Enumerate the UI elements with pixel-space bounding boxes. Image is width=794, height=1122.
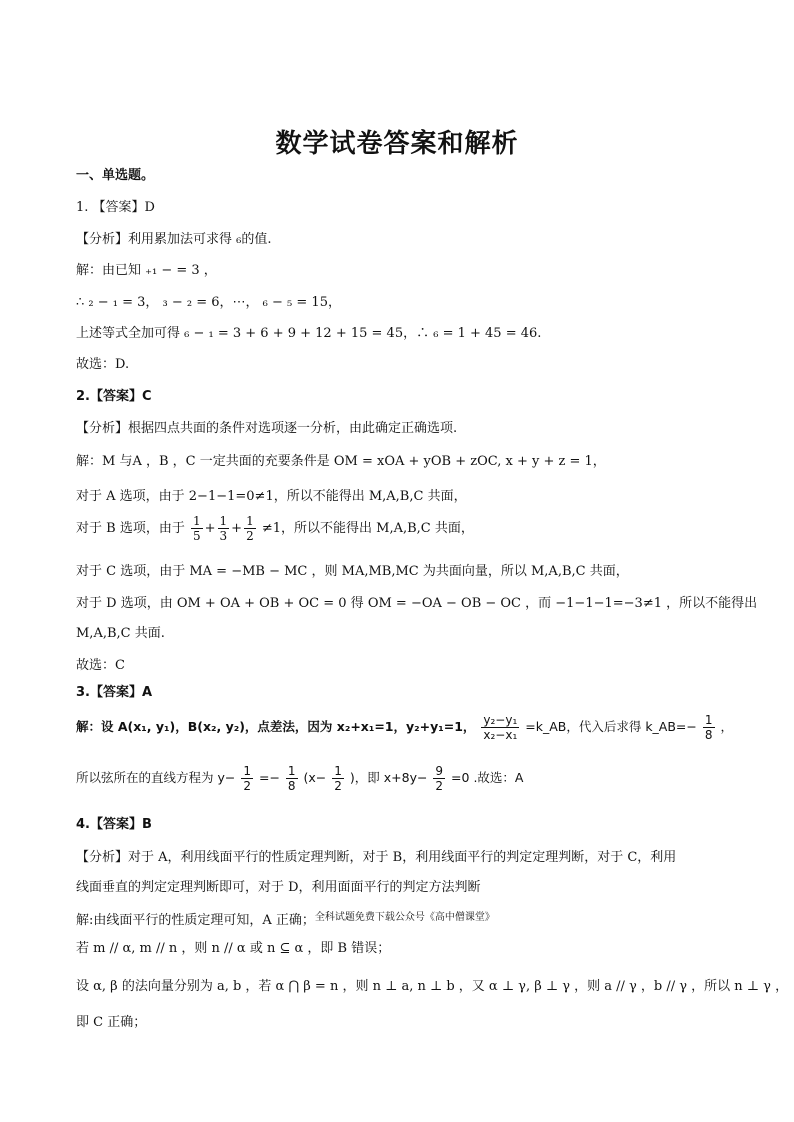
fraction-numerator: 1 (219, 514, 228, 528)
q2-option-c: 对于 C 选项，由于 MA = −MB − MC ，则 MA,MB,MC 为共面向量，所以 M,A,B,C 共面， (76, 564, 629, 579)
q1-solution-line-3: 上述等式全加可得 ₆ − ₁ = 3 + 6 + 9 + 12 + 15 = 45，∴ ₆ = 1 + 45 = 46. (76, 326, 542, 341)
q3-line2-prefix: 所以弦所在的直线方程为 y− (76, 770, 236, 785)
fraction-numerator: 1 (287, 764, 296, 778)
q2-option-b-suffix: ≠1，所以不能得出 M,A,B,C 共面， (261, 521, 474, 536)
fraction-denominator: 2 (334, 779, 342, 793)
q2-choice: 故选：C (76, 658, 125, 673)
q3-line2-mid2: (x− (303, 770, 327, 785)
q3-line2-mid1: =− (258, 770, 280, 785)
q1-solution-line-2: ∴ ₂ − ₁ = 3， ₃ − ₂ = 6，⋯， ₆ − ₅ = 15， (76, 295, 341, 310)
q2-analysis: 【分析】根据四点共面的条件对选项逐一分析，由此确定正确选项. (76, 421, 458, 436)
section-heading: 一、单选题。 (76, 168, 155, 183)
q2-option-b: 对于 B 选项，由于 $\frac{1}{5}$ + $\frac{1}{3}$ + $\frac{1}{2}$ ≠1，所以不能得出 M,A,B,C 共面， (76, 514, 474, 543)
fraction-denominator: x₂−x₁ (483, 728, 518, 742)
fraction-denominator: 5 (192, 529, 201, 543)
q1-choice: 故选：D. (76, 357, 130, 372)
fraction-denominator: 2 (435, 779, 444, 793)
q2-answer: 2.【答案】C (76, 389, 152, 404)
page-title: 数学试卷答案和解析 (275, 129, 519, 159)
q3-answer: 3.【答案】A (76, 685, 153, 700)
fraction (218, 514, 230, 543)
fraction-denominator: 2 (243, 779, 251, 793)
fraction-numerator: 1 (704, 713, 713, 727)
fraction-numerator: 1 (334, 764, 342, 778)
q4-analysis-line-1: 【分析】对于 A，利用线面平行的性质定理判断，对于 B，利用线面平行的判定定理判断，对于 C，利用 (76, 850, 677, 865)
q2-solution-line-1: 解：M 与A ，B ，C 一定共面的充要条件是 OM = xOA + yOB + zOC, x + y + z = 1， (76, 454, 606, 469)
q4-solution-line-2: 若 m // α, m // n ，则 n // α 或 n ⊆ α ，即 B 错误； (76, 941, 391, 956)
fraction (244, 514, 256, 543)
q2-option-b-prefix: 对于 B 选项，由于 (76, 521, 185, 536)
q3-solution-prefix: 解：设 A(x₁, y₁)，B(x₂, y₂)，点差法，因为 x₂+x₁=1，y₂+y₁=1， (76, 719, 476, 734)
q4-solution-line-1 (76, 909, 495, 930)
watermark-text: 全科试题免费下载公众号《高中僧课堂》 (314, 912, 495, 923)
fraction-denominator: 3 (219, 529, 228, 543)
q4-analysis-line-2: 线面垂直的判定定理判断即可，对于 D，利用面面平行的判定方法判断 (76, 880, 481, 895)
q4-solution-text: 解:由线面平行的性质定理可知，A 正确； (76, 913, 315, 928)
q4-solution-line-3: 设 α, β 的法向量分别为 a, b ，若 α ⋂ β = n ，则 n ⊥ a, n ⊥ b ，又 α ⊥ γ, β ⊥ γ ，则 a // γ ，b // γ ，所以 n ⊥ γ ， (76, 979, 789, 994)
q3-solution-end: ， (720, 719, 734, 734)
q1-analysis: 【分析】利用累加法可求得 ₆的值. (76, 232, 272, 247)
fraction-denominator: 2 (246, 529, 254, 543)
fraction (286, 764, 298, 793)
q1-answer: 1. 【答案】D (76, 200, 155, 215)
fraction (481, 713, 519, 742)
q2-option-d-line-2: M,A,B,C 共面. (76, 626, 165, 641)
fraction-denominator: 8 (704, 728, 713, 742)
q4-answer: 4.【答案】B (76, 817, 152, 832)
q2-option-d-line-1: 对于 D 选项，由 OM + OA + OB + OC = 0 得 OM = −OA − OB − OC ，而 −1−1−1=−3≠1 ，所以不能得出 (76, 596, 758, 611)
fraction-numerator: 1 (246, 514, 254, 528)
fraction (241, 764, 253, 793)
fraction-numerator: y₂−y₁ (483, 713, 518, 727)
fraction-numerator: 1 (243, 764, 251, 778)
q3-line2-mid3: )，即 x+8y− (349, 770, 428, 785)
fraction-denominator: 8 (287, 779, 296, 793)
q3-solution-line-1 (76, 713, 733, 742)
fraction (191, 514, 203, 543)
fraction (703, 713, 715, 742)
fraction (433, 764, 445, 793)
q3-solution-middle: =k_AB，代入后求得 k_AB=− (525, 719, 697, 734)
q1-solution-line-1: 解：由已知 ₊₁ − = 3 ， (76, 263, 217, 278)
fraction-numerator: 1 (192, 514, 201, 528)
q3-solution-line-2 (76, 764, 523, 793)
fraction (332, 764, 344, 793)
q2-option-a: 对于 A 选项，由于 2−1−1=0≠1，所以不能得出 M,A,B,C 共面， (76, 489, 467, 504)
fraction-numerator: 9 (435, 764, 444, 778)
q3-line2-end: =0 .故选：A (451, 770, 524, 785)
q4-solution-line-4: 即 C 正确； (76, 1015, 147, 1030)
